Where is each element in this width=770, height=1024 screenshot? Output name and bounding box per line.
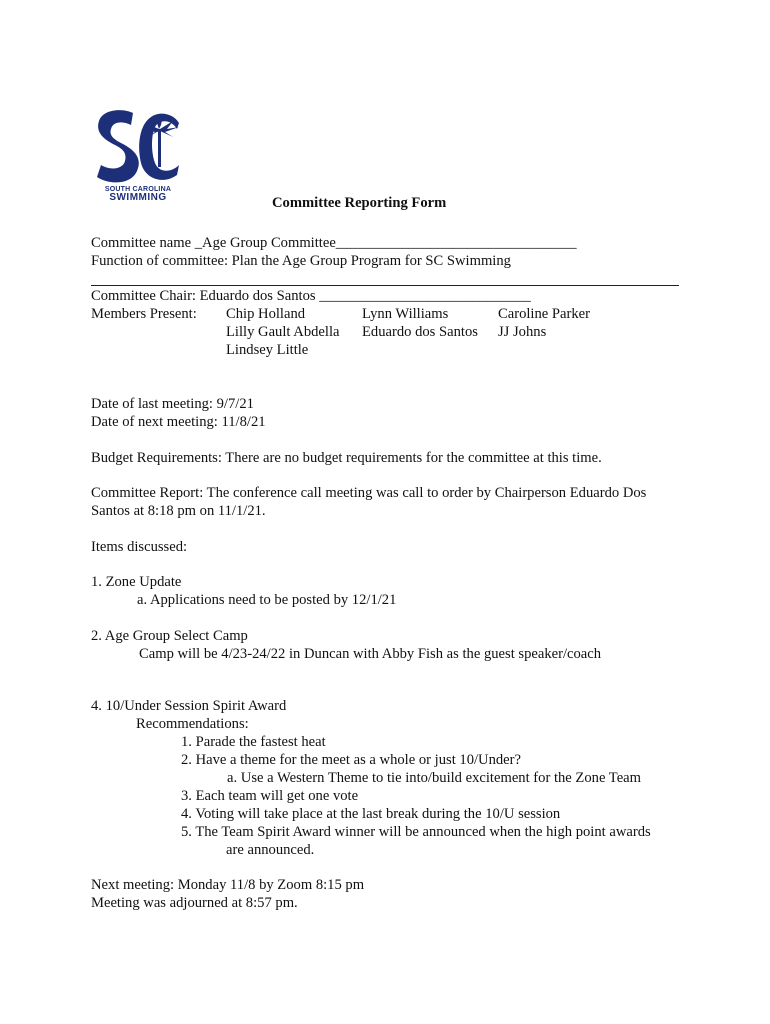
next-meeting-date: Date of next meeting: 11/8/21 [91, 414, 266, 430]
next-meeting: Next meeting: Monday 11/8 by Zoom 8:15 pm [91, 877, 365, 893]
members-label: Members Present: [91, 306, 197, 322]
member-name: Lindsey Little [226, 342, 309, 358]
committee-function: Function of committee: Plan the Age Group Program for SC Swimming [91, 253, 511, 269]
agenda-item: 2. Age Group Select Camp [91, 628, 248, 644]
logo-caption [93, 186, 183, 203]
recommendation-subitem: a. Use a Western Theme to tie into/build excitement for the Zone Team [227, 770, 642, 786]
form-title: Committee Reporting Form [272, 195, 447, 211]
recommendation: 4. Voting will take place at the last break during the 10/U session [181, 806, 561, 822]
recommendation: 5. The Team Spirit Award winner will be announced when the high point awards [181, 824, 651, 840]
committee-report-line: Committee Report: The conference call meeting was call to order by Chairperson Eduardo Dos [91, 485, 647, 501]
recommendation-continued: are announced. [226, 842, 315, 858]
recommendation: 1. Parade the fastest heat [181, 734, 326, 750]
committee-report-line: Santos at 8:18 pm on 11/1/21. [91, 503, 266, 519]
logo-line1: SOUTH CAROLINA [104, 186, 172, 193]
agenda-item: 1. Zone Update [91, 574, 182, 590]
member-name: Eduardo dos Santos [362, 324, 478, 340]
recommendations-label: Recommendations: [136, 716, 249, 732]
logo-line2: SWIMMING [109, 192, 167, 203]
member-name: JJ Johns [498, 324, 547, 340]
divider [91, 285, 679, 286]
committee-name: Committee name _Age Group Committee_________________________________ [91, 235, 577, 251]
agenda-item: 4. 10/Under Session Spirit Award [91, 698, 287, 714]
member-name: Caroline Parker [498, 306, 590, 322]
agenda-subitem: a. Applications need to be posted by 12/1/21 [137, 592, 397, 608]
last-meeting-date: Date of last meeting: 9/7/21 [91, 396, 254, 412]
recommendation: 2. Have a theme for the meet as a whole or just 10/Under? [181, 752, 521, 768]
member-name: Lilly Gault Abdella [226, 324, 340, 340]
recommendation: 3. Each team will get one vote [181, 788, 359, 804]
committee-chair: Committee Chair: Eduardo dos Santos _____________________________ [91, 288, 531, 304]
budget-requirements: Budget Requirements: There are no budget requirements for the committee at this time. [91, 450, 602, 466]
member-name: Lynn Williams [362, 306, 449, 322]
agenda-subitem: Camp will be 4/23-24/22 in Duncan with Abby Fish as the guest speaker/coach [139, 646, 602, 662]
items-heading: Items discussed: [91, 539, 188, 555]
member-name: Chip Holland [226, 306, 306, 322]
adjourned-time: Meeting was adjourned at 8:57 pm. [91, 895, 298, 911]
